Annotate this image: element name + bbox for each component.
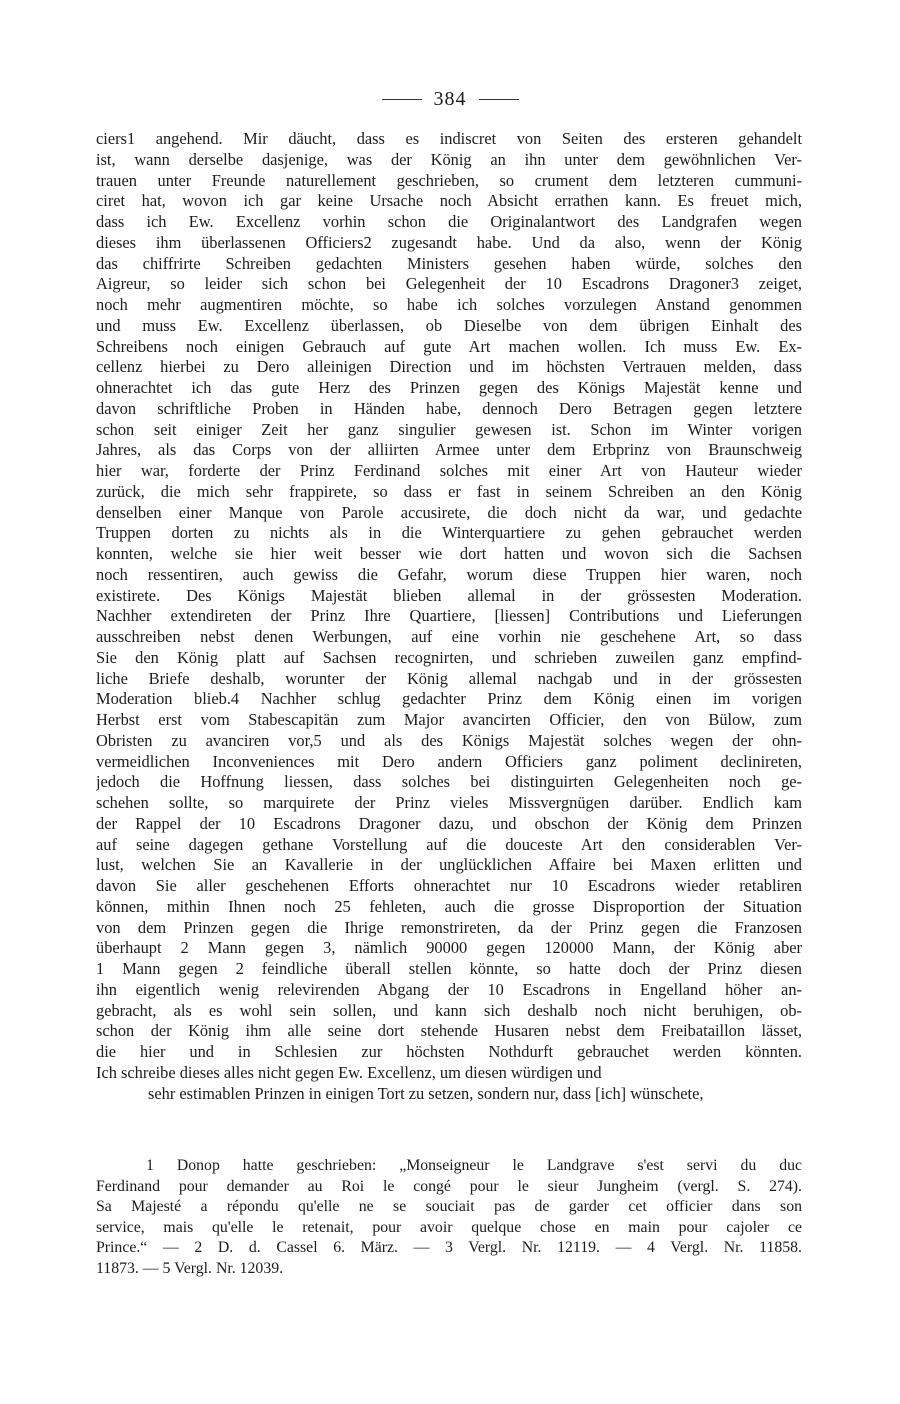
body-line: noch mehr augmentiren möchte, so habe ich solches vorzulegen Anstand genommen bbox=[96, 295, 802, 314]
body-line: hier war, forderte der Prinz Ferdinand solches mit einer Art von Hauteur wieder bbox=[96, 461, 802, 480]
footnote-line: Prince.“ — 2 D. d. Cassel 6. März. — 3 Vergl. Nr. 12119. — 4 Vergl. Nr. 11858. bbox=[96, 1239, 802, 1257]
body-line: die hier und in Schlesien zur höchsten Nothdurft gebrauchet werden könnten. bbox=[96, 1042, 802, 1061]
header-rule-right bbox=[479, 99, 519, 100]
page-header bbox=[0, 84, 900, 114]
footnotes bbox=[96, 1156, 802, 1280]
body-line: jedoch die Hoffnung liessen, dass solches bei distinguirten Gelegenheiten noch ge- bbox=[96, 772, 802, 792]
body-line: Aigreur, so leider sich schon bei Gelegenheit der 10 Escadrons Dragoner3 zeiget, bbox=[96, 274, 802, 294]
body-line: Schreibens noch einigen Gebrauch auf gute Art machen wollen. Ich muss Ew. Ex- bbox=[96, 336, 802, 356]
body-line: ciers1 angehend. Mir däucht, dass es indiscret von Seiten des ersteren gehandelt bbox=[96, 129, 802, 148]
body-line: 1 Mann gegen 2 feindliche überall stellen könnte, so hatte doch der Prinz diesen bbox=[96, 959, 802, 978]
body-line: lust, welchen Sie an Kavallerie in der unglücklichen Affaire bei Maxen erlitten und bbox=[96, 855, 802, 875]
body-line: der Rappel der 10 Escadrons Dragoner dazu, und obschon der König dem Prinzen bbox=[96, 813, 802, 833]
body-line: cellenz hierbei zu Dero alleinigen Direction und im höchsten Vertrauen melden, dass bbox=[96, 357, 802, 377]
body-line: Truppen dorten zu nichts als in die Winterquartiere zu gehen gebrauchet werden bbox=[96, 523, 802, 543]
body-line: können, mithin Ihnen noch 25 fehleten, auch die grosse Disproportion der Situation bbox=[96, 896, 802, 916]
footnote-line: Ferdinand pour demander au Roi le congé pour le sieur Jungheim (vergl. S. 274). bbox=[96, 1177, 802, 1195]
body-line: Obristen zu avanciren vor,5 und als des Königs Majestät solches wegen der ohn- bbox=[96, 730, 802, 750]
footnote-line: 11873. — 5 Vergl. Nr. 12039. bbox=[96, 1259, 284, 1277]
body-line: gebracht, als es wohl sein sollen, und kann sich deshalb noch nicht beruhigen, ob- bbox=[96, 1000, 802, 1020]
body-line: ist, wann derselbe dasjenige, was der König an ihn unter dem gewöhnlichen Ver- bbox=[96, 149, 802, 169]
body-line: schon seit einiger Zeit her ganz singulier gewesen ist. Schon im Winter vorigen bbox=[96, 419, 802, 439]
body-line: konnten, welche sie hier weit besser wie dort hatten und wovon sich die Sachsen bbox=[96, 544, 802, 563]
body-line: zurück, die mich sehr frappirete, so dass er fast in seinem Schreiben an den König bbox=[96, 481, 802, 501]
body-line: ihn eigentlich wenig relevirenden Abgang der 10 Escadrons in Engelland höher an- bbox=[96, 979, 802, 999]
body-text bbox=[96, 129, 802, 1104]
body-line: davon schriftliche Proben in Händen habe, dennoch Dero Betragen gegen letztere bbox=[96, 398, 802, 418]
footnote-line: 1 Donop hatte geschrieben: „Monseigneur le Landgrave s'est servi du duc bbox=[146, 1157, 802, 1174]
body-line: sehr estimablen Prinzen in einigen Tort zu setzen, sondern nur, dass [ich] wünschete, bbox=[148, 1083, 704, 1103]
body-line: davon Sie aller geschehenen Efforts ohnerachtet nur 10 Escadrons wieder retabliren bbox=[96, 876, 802, 895]
body-line: dass ich Ew. Excellenz vorhin schon die Originalantwort des Landgrafen wegen bbox=[96, 212, 802, 231]
body-line: denselben einer Manque von Parole accusirete, die doch nicht da war, und gedachte bbox=[96, 502, 802, 522]
body-line: das chiffrirte Schreiben gedachten Ministers gesehen haben würde, solches den bbox=[96, 253, 802, 273]
body-line: Sie den König platt auf Sachsen recognirten, und schrieben zuweilen ganz empfind- bbox=[96, 647, 802, 667]
body-line: schehen sollte, so marquirete der Prinz vieles Missvergnügen darüber. Endlich kam bbox=[96, 793, 802, 812]
body-line: ciret hat, wovon ich gar keine Ursache noch Absicht errathen kann. Es freuet mich, bbox=[96, 191, 802, 211]
body-line: liche Briefe deshalb, worunter der König allemal nachgab und in der grössesten bbox=[96, 668, 802, 688]
body-line: Moderation blieb.4 Nachher schlug gedachter Prinz dem König einen im vorigen bbox=[96, 689, 802, 709]
footnote-line: Sa Majesté a répondu qu'elle ne se souciait pas de garder cet officier dans son bbox=[96, 1198, 802, 1216]
page-number: 384 bbox=[433, 87, 467, 110]
body-line: überhaupt 2 Mann gegen 3, nämlich 90000 gegen 120000 Mann, der König aber bbox=[96, 938, 802, 958]
body-line: dieses ihm überlassenen Officiers2 zugesandt habe. Und da also, wenn der König bbox=[96, 232, 802, 252]
body-line: Ich schreibe dieses alles nicht gegen Ew. Excellenz, um diesen würdigen und bbox=[96, 1062, 602, 1082]
body-line: ausschreiben nebst denen Werbungen, auf eine vorhin nie geschehene Art, so dass bbox=[96, 627, 802, 646]
body-line: Jahres, als das Corps von der alliirten Armee unter dem Erbprinz von Braunschweig bbox=[96, 440, 802, 460]
body-line: Herbst erst vom Stabescapitän zum Major avancirten Officier, den von Bülow, zum bbox=[96, 710, 802, 729]
body-line: von dem Prinzen gegen die Ihrige remonstrireten, da der Prinz gegen die Franzosen bbox=[96, 917, 802, 937]
body-line: Nachher extendireten der Prinz Ihre Quartiere, [liessen] Contributions und Lieferungen bbox=[96, 606, 802, 626]
body-line: schon der König ihm alle seine dort stehende Husaren nebst dem Freibataillon lässet, bbox=[96, 1021, 802, 1041]
body-line: vermeidlichen Inconveniences mit Dero andern Officiers ganz poliment declinireten, bbox=[96, 751, 802, 771]
body-line: trauen unter Freunde naturellement geschrieben, so crument dem letzteren cummuni- bbox=[96, 170, 802, 190]
body-line: existirete. Des Königs Majestät blieben allemal in der grössesten Moderation. bbox=[96, 585, 802, 605]
body-line: und muss Ew. Excellenz überlassen, ob Dieselbe von dem übrigen Einhalt des bbox=[96, 315, 802, 335]
footnote-line: service, mais qu'elle le retenait, pour avoir quelque chose en main pour cajoler ce bbox=[96, 1218, 802, 1236]
body-line: noch ressentiren, auch gewiss die Gefahr, worum diese Truppen hier waren, noch bbox=[96, 564, 802, 584]
header-rule-left bbox=[382, 99, 422, 100]
body-line: auf seine dagegen gethane Vorstellung auf die douceste Art den considerablen Ver- bbox=[96, 834, 802, 854]
body-line: ohnerachtet ich das gute Herz des Prinzen gegen des Königs Majestät kenne und bbox=[96, 378, 802, 397]
